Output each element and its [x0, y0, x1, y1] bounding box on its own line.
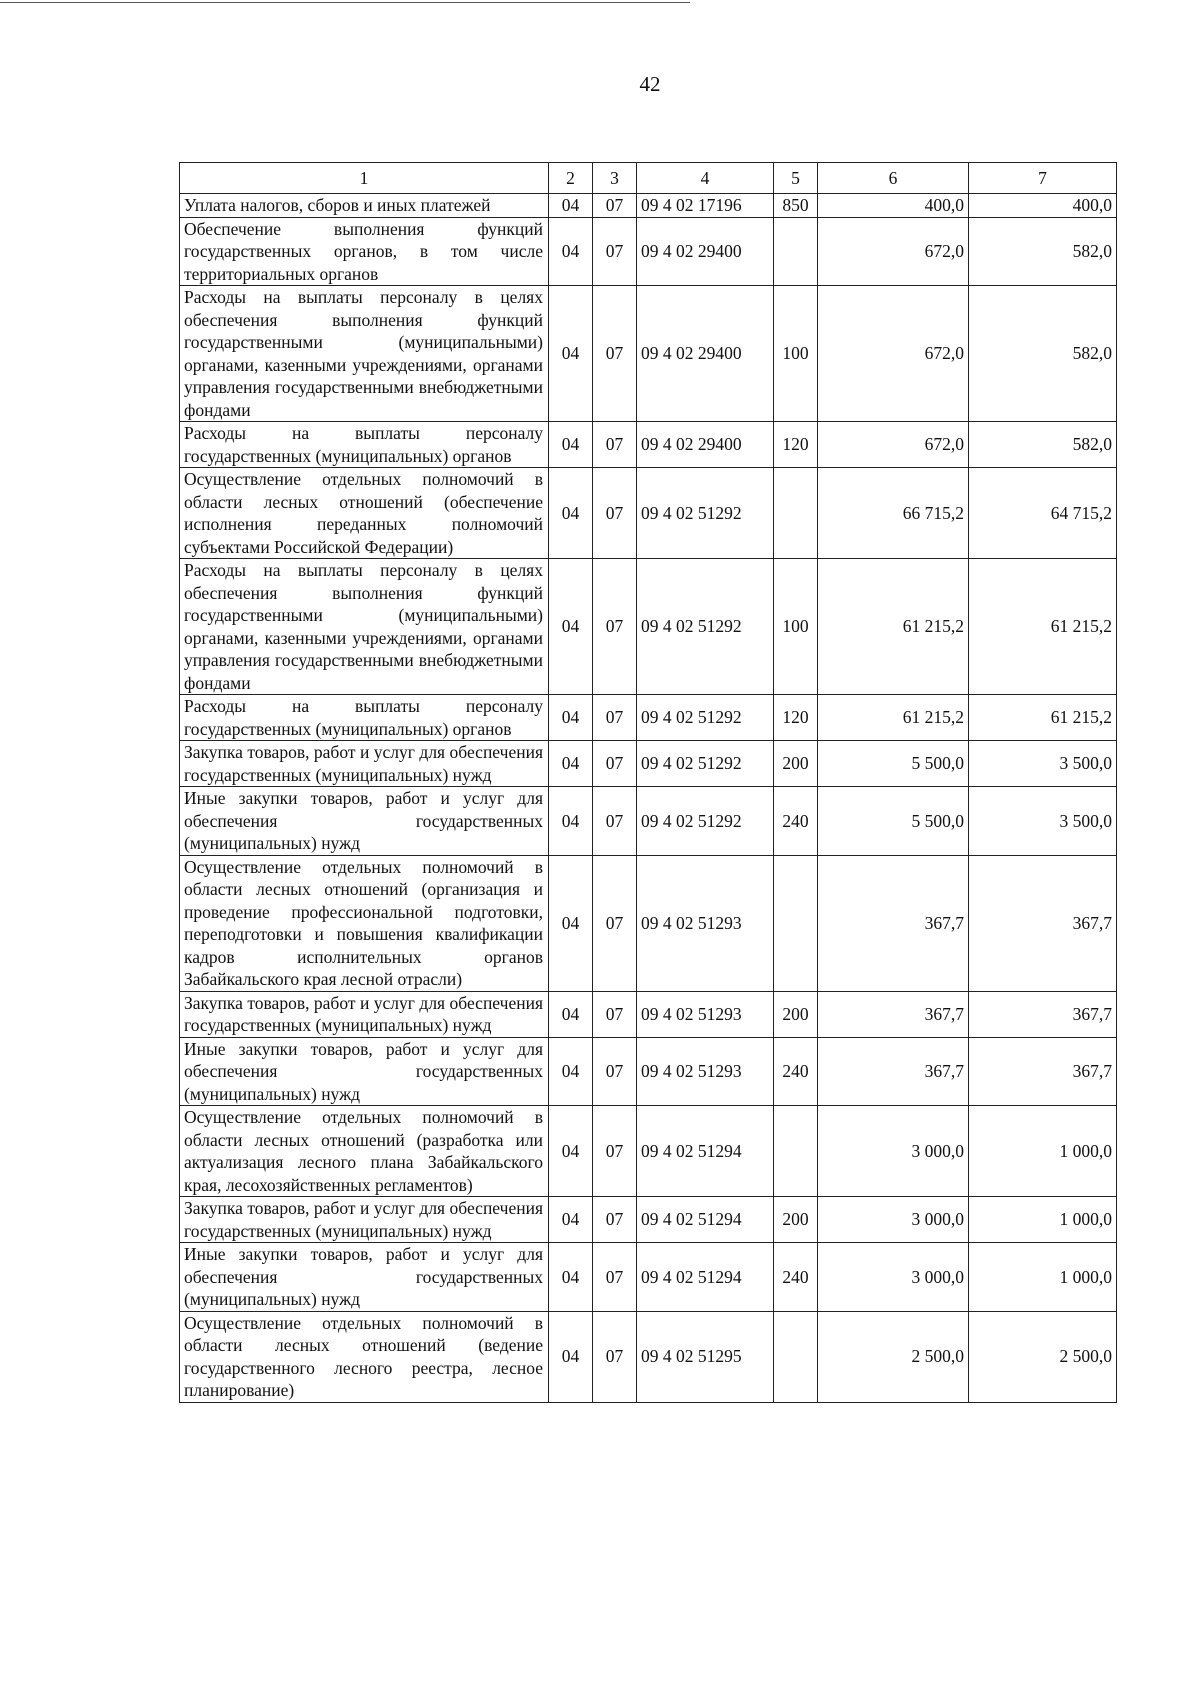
expense-type-code: 100	[774, 559, 818, 695]
section-code: 04	[549, 559, 593, 695]
expense-type-code	[774, 855, 818, 991]
amount-col7: 1 000,0	[969, 1243, 1117, 1312]
row-description: Закупка товаров, работ и услуг для обеспечения государственных (муниципальных) нужд	[180, 991, 549, 1037]
section-code: 04	[549, 855, 593, 991]
amount-col7: 582,0	[969, 286, 1117, 422]
amount-col7: 3 500,0	[969, 741, 1117, 787]
subsection-code: 07	[593, 695, 637, 741]
column-header: 7	[969, 163, 1117, 194]
column-header: 4	[637, 163, 774, 194]
amount-col6: 66 715,2	[818, 468, 969, 559]
target-article-code: 09 4 02 29400	[637, 422, 774, 468]
expense-type-code: 850	[774, 194, 818, 218]
expense-type-code: 200	[774, 741, 818, 787]
column-header: 1	[180, 163, 549, 194]
section-code: 04	[549, 1106, 593, 1197]
row-description: Расходы на выплаты персоналу в целях обеспечения выполнения функций государственными (муниципальными) органами, казенными учреждениями, органами управления государственными внебюджетными фондами	[180, 559, 549, 695]
row-description: Уплата налогов, сборов и иных платежей	[180, 194, 549, 218]
subsection-code: 07	[593, 194, 637, 218]
table-header-row	[180, 163, 1117, 194]
subsection-code: 07	[593, 468, 637, 559]
table-row	[180, 1243, 1117, 1312]
subsection-code: 07	[593, 422, 637, 468]
table-row	[180, 1311, 1117, 1402]
section-code: 04	[549, 1243, 593, 1312]
expense-type-code	[774, 217, 818, 286]
expense-type-code: 100	[774, 286, 818, 422]
row-description: Расходы на выплаты персоналу государственных (муниципальных) органов	[180, 695, 549, 741]
section-code: 04	[549, 741, 593, 787]
column-header: 3	[593, 163, 637, 194]
expense-type-code: 200	[774, 1197, 818, 1243]
row-description: Закупка товаров, работ и услуг для обеспечения государственных (муниципальных) нужд	[180, 1197, 549, 1243]
amount-col7: 61 215,2	[969, 559, 1117, 695]
table-row	[180, 787, 1117, 856]
table-row	[180, 695, 1117, 741]
amount-col7: 1 000,0	[969, 1106, 1117, 1197]
table-row	[180, 1106, 1117, 1197]
table-row	[180, 286, 1117, 422]
target-article-code: 09 4 02 17196	[637, 194, 774, 218]
section-code: 04	[549, 695, 593, 741]
table-row	[180, 194, 1117, 218]
amount-col7: 61 215,2	[969, 695, 1117, 741]
table-row	[180, 559, 1117, 695]
amount-col7: 3 500,0	[969, 787, 1117, 856]
section-code: 04	[549, 422, 593, 468]
target-article-code: 09 4 02 51292	[637, 741, 774, 787]
amount-col6: 5 500,0	[818, 787, 969, 856]
subsection-code: 07	[593, 991, 637, 1037]
table-row	[180, 217, 1117, 286]
row-description: Осуществление отдельных полномочий в области лесных отношений (разработка или актуализация лесного плана Забайкальского края, лесохозяйственных регламентов)	[180, 1106, 549, 1197]
expense-type-code: 120	[774, 695, 818, 741]
subsection-code: 07	[593, 1106, 637, 1197]
amount-col6: 400,0	[818, 194, 969, 218]
section-code: 04	[549, 1037, 593, 1106]
subsection-code: 07	[593, 217, 637, 286]
table-row	[180, 422, 1117, 468]
amount-col6: 672,0	[818, 217, 969, 286]
amount-col7: 64 715,2	[969, 468, 1117, 559]
top-edge-rule	[0, 2, 690, 3]
amount-col6: 3 000,0	[818, 1197, 969, 1243]
amount-col7: 582,0	[969, 422, 1117, 468]
expense-type-code	[774, 1311, 818, 1402]
subsection-code: 07	[593, 855, 637, 991]
target-article-code: 09 4 02 51294	[637, 1106, 774, 1197]
row-description: Иные закупки товаров, работ и услуг для обеспечения государственных (муниципальных) нужд	[180, 1243, 549, 1312]
amount-col6: 61 215,2	[818, 559, 969, 695]
subsection-code: 07	[593, 741, 637, 787]
section-code: 04	[549, 468, 593, 559]
amount-col7: 400,0	[969, 194, 1117, 218]
amount-col7: 2 500,0	[969, 1311, 1117, 1402]
subsection-code: 07	[593, 286, 637, 422]
column-header: 2	[549, 163, 593, 194]
target-article-code: 09 4 02 51294	[637, 1243, 774, 1312]
expense-type-code	[774, 1106, 818, 1197]
table-row	[180, 741, 1117, 787]
section-code: 04	[549, 194, 593, 218]
subsection-code: 07	[593, 787, 637, 856]
row-description: Осуществление отдельных полномочий в области лесных отношений (обеспечение исполнения переданных полномочий субъектами Российской Федерации)	[180, 468, 549, 559]
target-article-code: 09 4 02 51292	[637, 559, 774, 695]
subsection-code: 07	[593, 559, 637, 695]
budget-table	[179, 162, 1117, 1403]
column-header: 6	[818, 163, 969, 194]
amount-col6: 3 000,0	[818, 1243, 969, 1312]
subsection-code: 07	[593, 1243, 637, 1312]
target-article-code: 09 4 02 51293	[637, 855, 774, 991]
target-article-code: 09 4 02 51292	[637, 468, 774, 559]
column-header: 5	[774, 163, 818, 194]
amount-col6: 672,0	[818, 286, 969, 422]
expense-type-code: 240	[774, 1037, 818, 1106]
expense-type-code	[774, 468, 818, 559]
amount-col7: 367,7	[969, 1037, 1117, 1106]
table-row	[180, 855, 1117, 991]
target-article-code: 09 4 02 29400	[637, 286, 774, 422]
row-description: Осуществление отдельных полномочий в области лесных отношений (ведение государственного лесного реестра, лесное планирование)	[180, 1311, 549, 1402]
amount-col6: 367,7	[818, 855, 969, 991]
table-row	[180, 1197, 1117, 1243]
target-article-code: 09 4 02 51292	[637, 787, 774, 856]
row-description: Осуществление отдельных полномочий в области лесных отношений (организация и проведение профессиональной подготовки, переподготовки и повышения квалификации кадров исполнительных органов Забайкальского края лесной отрасли)	[180, 855, 549, 991]
page-number: 42	[639, 72, 661, 96]
amount-col6: 367,7	[818, 991, 969, 1037]
target-article-code: 09 4 02 51294	[637, 1197, 774, 1243]
table-row	[180, 1037, 1117, 1106]
row-description: Расходы на выплаты персоналу в целях обеспечения выполнения функций государственными (муниципальными) органами, казенными учреждениями, органами управления государственными внебюджетными фондами	[180, 286, 549, 422]
target-article-code: 09 4 02 51293	[637, 991, 774, 1037]
row-description: Иные закупки товаров, работ и услуг для обеспечения государственных (муниципальных) нужд	[180, 787, 549, 856]
target-article-code: 09 4 02 51295	[637, 1311, 774, 1402]
expense-type-code: 200	[774, 991, 818, 1037]
expense-type-code: 120	[774, 422, 818, 468]
section-code: 04	[549, 286, 593, 422]
amount-col6: 5 500,0	[818, 741, 969, 787]
table-row	[180, 468, 1117, 559]
row-description: Иные закупки товаров, работ и услуг для обеспечения государственных (муниципальных) нужд	[180, 1037, 549, 1106]
row-description: Закупка товаров, работ и услуг для обеспечения государственных (муниципальных) нужд	[180, 741, 549, 787]
section-code: 04	[549, 787, 593, 856]
amount-col7: 367,7	[969, 991, 1117, 1037]
subsection-code: 07	[593, 1197, 637, 1243]
amount-col6: 61 215,2	[818, 695, 969, 741]
target-article-code: 09 4 02 29400	[637, 217, 774, 286]
amount-col7: 1 000,0	[969, 1197, 1117, 1243]
section-code: 04	[549, 1311, 593, 1402]
amount-col7: 582,0	[969, 217, 1117, 286]
amount-col6: 3 000,0	[818, 1106, 969, 1197]
section-code: 04	[549, 1197, 593, 1243]
amount-col7: 367,7	[969, 855, 1117, 991]
target-article-code: 09 4 02 51292	[637, 695, 774, 741]
expense-type-code: 240	[774, 1243, 818, 1312]
row-description: Обеспечение выполнения функций государственных органов, в том числе территориальных органов	[180, 217, 549, 286]
amount-col6: 672,0	[818, 422, 969, 468]
expense-type-code: 240	[774, 787, 818, 856]
target-article-code: 09 4 02 51293	[637, 1037, 774, 1106]
amount-col6: 2 500,0	[818, 1311, 969, 1402]
subsection-code: 07	[593, 1311, 637, 1402]
section-code: 04	[549, 991, 593, 1037]
subsection-code: 07	[593, 1037, 637, 1106]
table-row	[180, 991, 1117, 1037]
amount-col6: 367,7	[818, 1037, 969, 1106]
row-description: Расходы на выплаты персоналу государственных (муниципальных) органов	[180, 422, 549, 468]
section-code: 04	[549, 217, 593, 286]
